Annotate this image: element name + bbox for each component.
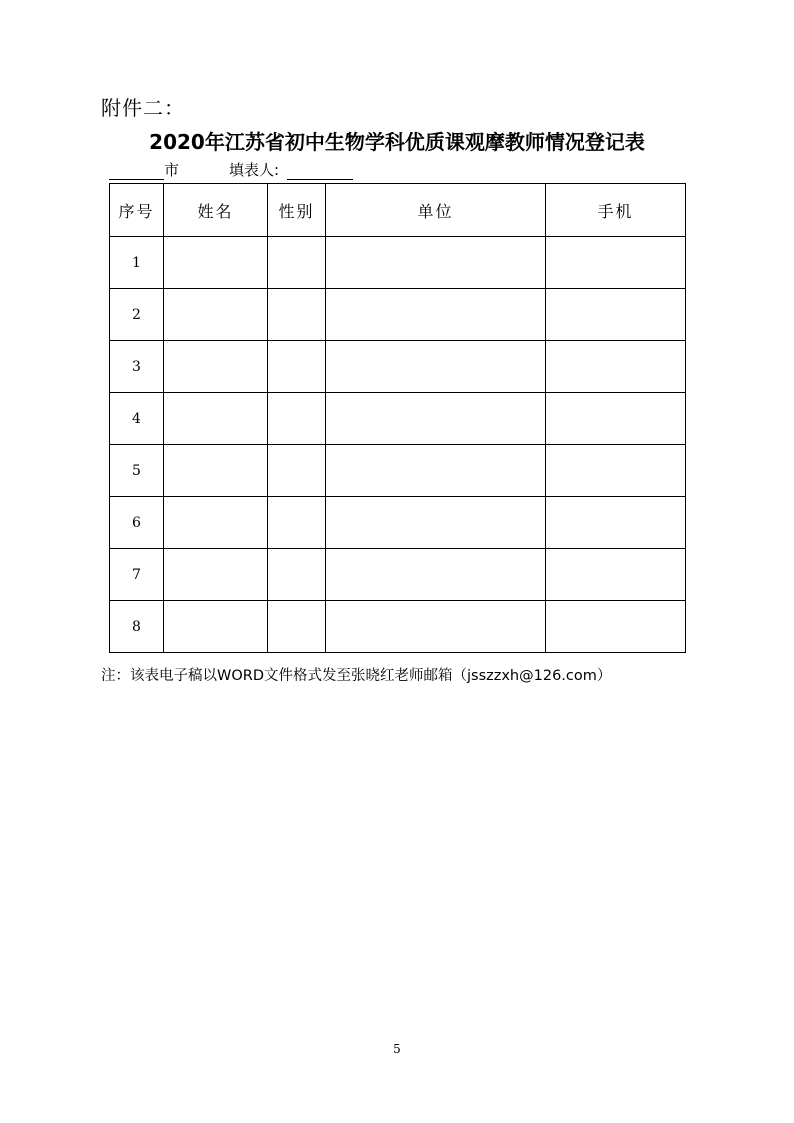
header-serial: 序号 bbox=[110, 184, 164, 237]
table-row bbox=[110, 497, 686, 549]
table-row bbox=[110, 601, 686, 653]
name-cell[interactable] bbox=[164, 497, 268, 549]
serial-cell: 7 bbox=[110, 549, 164, 601]
serial-cell: 4 bbox=[110, 393, 164, 445]
unit-cell[interactable] bbox=[326, 601, 546, 653]
table-header-row bbox=[110, 184, 686, 237]
phone-cell[interactable] bbox=[546, 237, 686, 289]
serial-cell: 8 bbox=[110, 601, 164, 653]
header-phone: 手机 bbox=[546, 184, 686, 237]
phone-cell[interactable] bbox=[546, 289, 686, 341]
phone-cell[interactable] bbox=[546, 549, 686, 601]
phone-cell[interactable] bbox=[546, 601, 686, 653]
filler-blank[interactable] bbox=[287, 162, 353, 180]
unit-cell[interactable] bbox=[326, 497, 546, 549]
name-cell[interactable] bbox=[164, 237, 268, 289]
filler-label: 填表人: bbox=[229, 161, 280, 179]
gender-cell[interactable] bbox=[268, 237, 326, 289]
name-cell[interactable] bbox=[164, 601, 268, 653]
header-gender: 性别 bbox=[268, 184, 326, 237]
serial-cell: 1 bbox=[110, 237, 164, 289]
gender-cell[interactable] bbox=[268, 289, 326, 341]
serial-cell: 2 bbox=[110, 289, 164, 341]
gender-cell[interactable] bbox=[268, 549, 326, 601]
table-row bbox=[110, 341, 686, 393]
serial-cell: 5 bbox=[110, 445, 164, 497]
name-cell[interactable] bbox=[164, 393, 268, 445]
unit-cell[interactable] bbox=[326, 237, 546, 289]
table-row bbox=[110, 237, 686, 289]
unit-cell[interactable] bbox=[326, 393, 546, 445]
gender-cell[interactable] bbox=[268, 445, 326, 497]
table-row bbox=[110, 445, 686, 497]
unit-cell[interactable] bbox=[326, 341, 546, 393]
form-info-line bbox=[109, 160, 353, 180]
footnote: 注：该表电子稿以WORD文件格式发至张晓红老师邮箱（jsszzxh@126.com） bbox=[101, 668, 612, 684]
table-row bbox=[110, 289, 686, 341]
phone-cell[interactable] bbox=[546, 445, 686, 497]
name-cell[interactable] bbox=[164, 341, 268, 393]
page-title: 2020年江苏省初中生物学科优质课观摩教师情况登记表 bbox=[149, 130, 645, 154]
gender-cell[interactable] bbox=[268, 341, 326, 393]
phone-cell[interactable] bbox=[546, 341, 686, 393]
registration-table bbox=[109, 183, 686, 653]
page-number: 5 bbox=[393, 1042, 401, 1056]
phone-cell[interactable] bbox=[546, 497, 686, 549]
table-row bbox=[110, 393, 686, 445]
city-suffix: 市 bbox=[164, 161, 180, 179]
header-name: 姓名 bbox=[164, 184, 268, 237]
table-row bbox=[110, 549, 686, 601]
gender-cell[interactable] bbox=[268, 393, 326, 445]
unit-cell[interactable] bbox=[326, 549, 546, 601]
unit-cell[interactable] bbox=[326, 289, 546, 341]
phone-cell[interactable] bbox=[546, 393, 686, 445]
gender-cell[interactable] bbox=[268, 601, 326, 653]
serial-cell: 6 bbox=[110, 497, 164, 549]
name-cell[interactable] bbox=[164, 289, 268, 341]
name-cell[interactable] bbox=[164, 445, 268, 497]
attachment-label: 附件二： bbox=[101, 96, 185, 120]
name-cell[interactable] bbox=[164, 549, 268, 601]
unit-cell[interactable] bbox=[326, 445, 546, 497]
city-blank[interactable] bbox=[109, 162, 164, 180]
header-unit: 单位 bbox=[326, 184, 546, 237]
serial-cell: 3 bbox=[110, 341, 164, 393]
gender-cell[interactable] bbox=[268, 497, 326, 549]
